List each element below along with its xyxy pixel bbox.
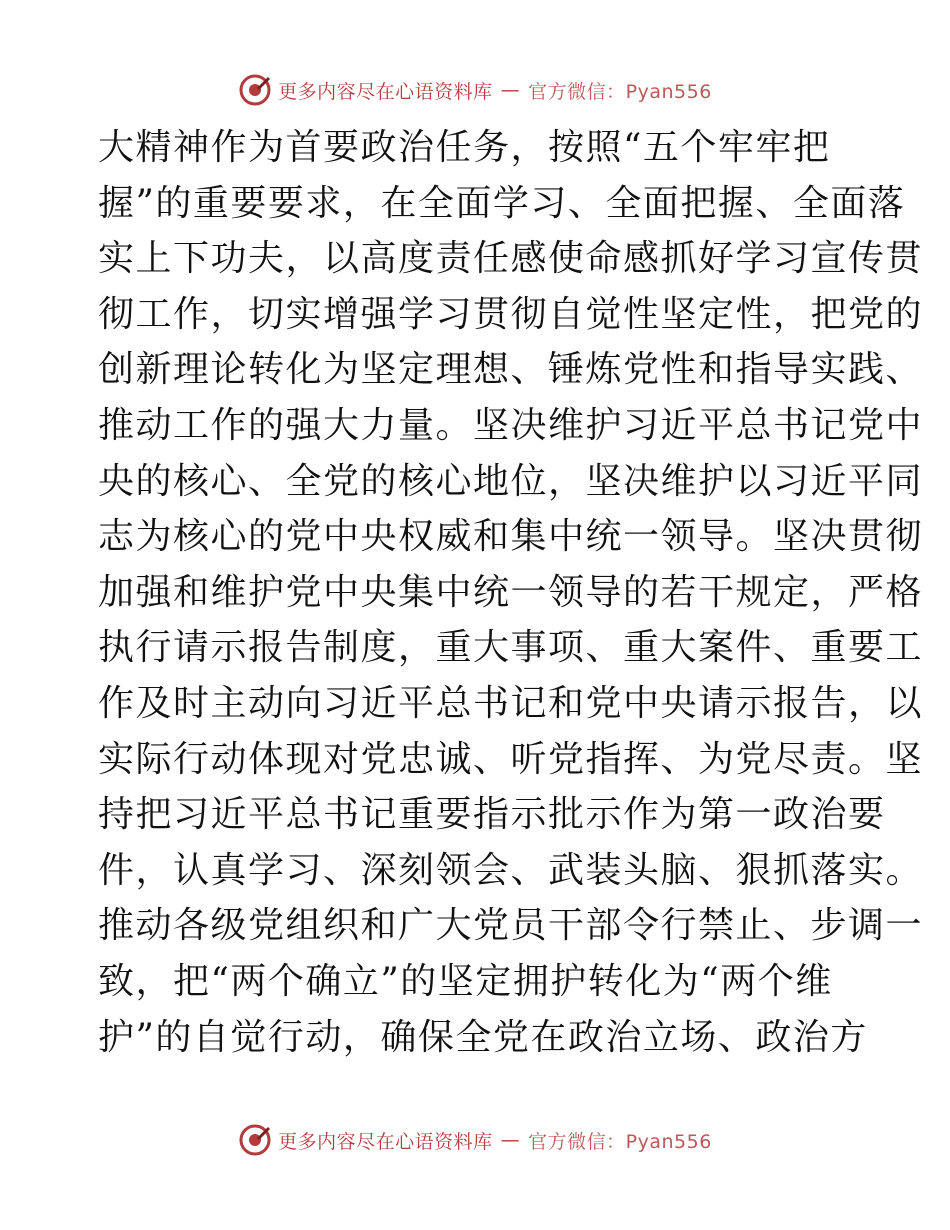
body-line: 执行请示报告制度，重大事项、重大案件、重要工 xyxy=(98,627,924,669)
pen-nib-logo-icon xyxy=(238,73,272,107)
body-line: 作及时主动向习近平总书记和党中央请示报告，以 xyxy=(98,682,924,724)
body-line: 护”的自觉行动，确保全党在政治立场、政治方 xyxy=(98,1016,868,1058)
body-line: 握”的重要要求，在全面学习、全面把握、全面落 xyxy=(98,182,906,224)
pen-nib-logo-icon xyxy=(238,1123,272,1157)
body-line: 彻工作，切实增强学习贯彻自觉性坚定性，把党的 xyxy=(98,293,924,335)
watermark-dash: — xyxy=(500,79,521,101)
watermark-wechat-text: 官方微信：Pyan556 xyxy=(528,1130,712,1153)
body-line: 创新理论转化为坚定理想、锤炼党性和指导实践、 xyxy=(98,349,924,391)
body-line: 志为核心的党中央权威和集中统一领导。坚决贯彻 xyxy=(98,516,924,558)
header-watermark xyxy=(0,70,950,110)
body-line: 央的核心、全党的核心地位，坚决维护以习近平同 xyxy=(98,460,924,502)
watermark-main-text: 更多内容尽在心语资料库 xyxy=(278,80,493,103)
body-line: 推动各级党组织和广大党员干部令行禁止、步调一 xyxy=(98,905,924,947)
watermark-wechat-text: 官方微信：Pyan556 xyxy=(528,80,712,103)
watermark-main-text: 更多内容尽在心语资料库 xyxy=(278,1130,493,1153)
watermark-dash: — xyxy=(500,1129,521,1151)
body-line: 件，认真学习、深刻领会、武装头脑、狠抓落实。 xyxy=(98,849,924,891)
body-line: 加强和维护党中央集中统一领导的若干规定，严格 xyxy=(98,571,924,613)
body-line: 致，把“两个确立”的坚定拥护转化为“两个维 xyxy=(98,960,833,1002)
body-line: 实际行动体现对党忠诚、听党指挥、为党尽责。坚 xyxy=(98,738,924,780)
footer-watermark xyxy=(0,1120,950,1160)
document-body xyxy=(98,120,924,1065)
body-line: 持把习近平总书记重要指示批示作为第一政治要 xyxy=(98,794,886,836)
body-line: 大精神作为首要政治任务，按照“五个牢牢把 xyxy=(98,127,831,168)
body-line: 推动工作的强大力量。坚决维护习近平总书记党中 xyxy=(98,404,924,446)
body-line: 实上下功夫，以高度责任感使命感抓好学习宣传贯 xyxy=(98,238,924,280)
